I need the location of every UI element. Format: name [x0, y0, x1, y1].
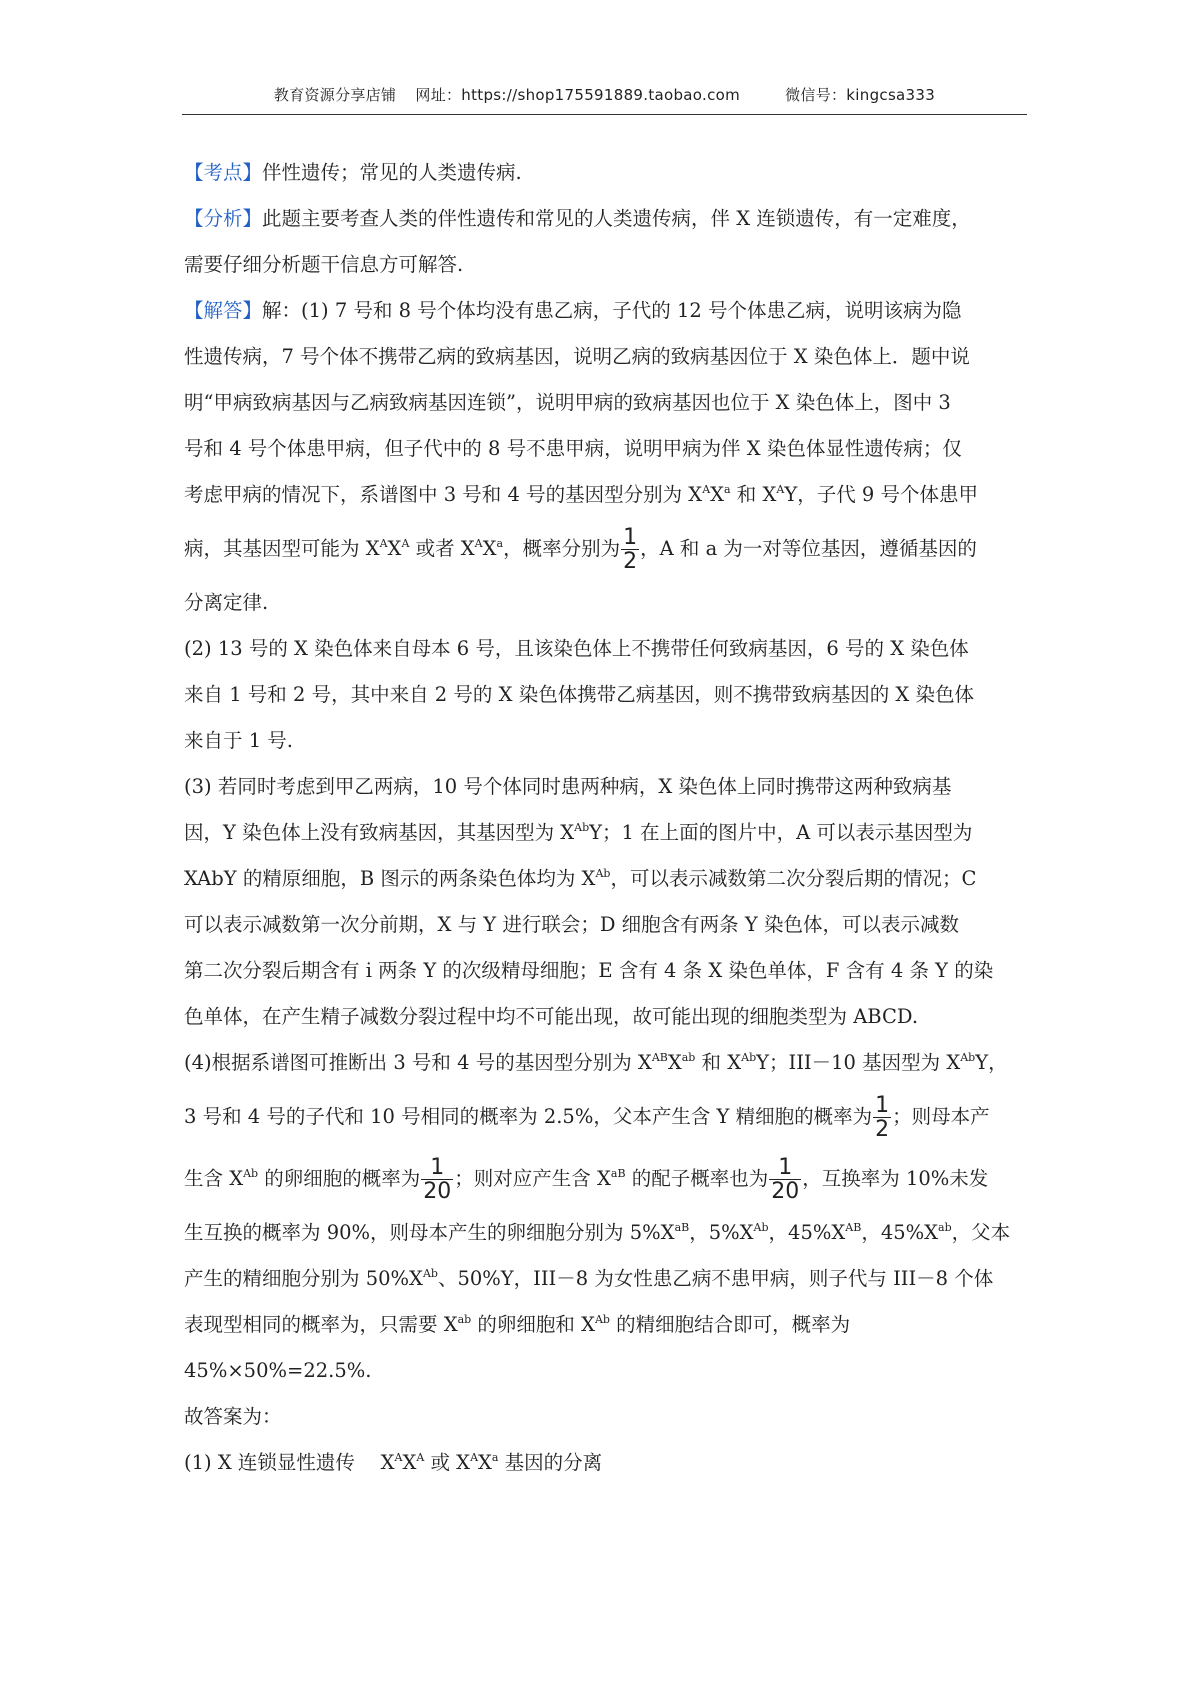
text-line: 色单体，在产生精子减数分裂过程中均不可能出现，故可能出现的细胞类型为 ABCD.	[184, 1005, 919, 1028]
text-line: 病，其基因型可能为 $X^AX^A$ 或者 $X^AX^a$，概率分别为 $\frac{1}{2}$ ，A 和 a 为一对等位基因，遵循基因的	[184, 524, 977, 574]
fenxi-tag: 【分析】	[184, 207, 263, 230]
fraction: $\frac{1}{2}$	[623, 524, 638, 574]
fraction: $\frac{1}{20}$	[423, 1154, 452, 1204]
text-line: 因，Y 染色体上没有致病基因，其基因型为 $X^{Ab}Y$；1 在上面的图片中，A 可以表示基因型为	[184, 821, 973, 844]
header-wechat: 微信号：kingcsa333	[785, 86, 936, 104]
answer-content	[184, 150, 1029, 1486]
answer-line-1: (1) X 连锁显性遗传 $X^AX^A$ 或 $X^AX^a$ 基因的分离	[184, 1451, 603, 1474]
text-line: 生含 $X^{Ab}$ 的卵细胞的概率为 $\frac{1}{20}$ ；则对应产生含 $X^{aB}$ 的配子概率也为 $\frac{1}{20}$ ，互换率为 10%未发	[184, 1154, 989, 1204]
text-line: 产生的精细胞分别为 $50\%X^{Ab}$、50%Y，III－8 为女性患乙病不患甲病，则子代与 III－8 个体	[184, 1267, 994, 1290]
text-line: 生互换的概率为 90%，则母本产生的卵细胞分别为 $5\%X^{aB}$，$5\%X^{Ab}$，$45\%X^{AB}$，$45\%X^{ab}$，父本	[184, 1221, 1011, 1244]
text-line: 来自于 1 号.	[184, 729, 294, 752]
text-line: 可以表示减数第一次分前期，X 与 Y 进行联会；D 细胞含有两条 Y 染色体，可以表示减数	[184, 913, 959, 936]
answer-intro: 故答案为：	[184, 1405, 282, 1428]
text-line: 表现型相同的概率为，只需要 $X^{ab}$ 的卵细胞和 $X^{Ab}$ 的精细胞结合即可，概率为	[184, 1313, 851, 1336]
fenxi-line: 【分析】此题主要考查人类的伴性遗传和常见的人类遗传病，伴 X 连锁遗传，有一定难度，	[184, 207, 971, 230]
text-line: 需要仔细分析题干信息方可解答.	[184, 253, 464, 276]
fraction: $\frac{1}{20}$	[771, 1154, 800, 1204]
jieda-tag: 【解答】	[184, 299, 263, 322]
text-line: XAbY 的精原细胞，B 图示的两条染色体均为 $X^{Ab}$，可以表示减数第二次分裂后期的情况；C	[184, 867, 977, 890]
header-url: 网址：https://shop175591889.taobao.com	[415, 86, 741, 104]
text-line: 来自 1 号和 2 号，其中来自 2 号的 X 染色体携带乙病基因，则不携带致病基因的 X 染色体	[184, 683, 974, 706]
text-line: 3 号和 4 号的子代和 10 号相同的概率为 2.5%，父本产生含 Y 精细胞的概率为 $\frac{1}{2}$ ；则母本产	[184, 1092, 990, 1142]
text-line: 明“甲病致病基因与乙病致病基因连锁”，说明甲病的致病基因也位于 X 染色体上，图中 3	[184, 391, 951, 414]
jieda-line: 【解答】解：(1) 7 号和 8 号个体均没有患乙病，子代的 12 号个体患乙病，说明该病为隐	[184, 299, 962, 322]
kaodian-line: 【考点】伴性遗传；常见的人类遗传病.	[184, 161, 522, 184]
text-line: 分离定律.	[184, 591, 269, 614]
text-line: (2) 13 号的 X 染色体来自母本 6 号，且该染色体上不携带任何致病基因，6 号的 X 染色体	[184, 637, 969, 660]
header-shop: 教育资源分享店铺	[273, 86, 397, 104]
fraction: $\frac{1}{2}$	[875, 1092, 890, 1142]
text-line: 45%×50%=22.5%.	[184, 1359, 372, 1382]
page-header	[182, 84, 1027, 115]
text-line: (3) 若同时考虑到甲乙两病，10 号个体同时患两种病，X 染色体上同时携带这两种致病基	[184, 775, 952, 798]
kaodian-tag: 【考点】	[184, 161, 263, 184]
text-line: 考虑甲病的情况下，系谱图中 3 号和 4 号的基因型分别为 $X^AX^a$ 和 $X^AY$，子代 9 号个体患甲	[184, 483, 979, 506]
text-line: 号和 4 号个体患甲病，但子代中的 8 号不患甲病，说明甲病为伴 X 染色体显性遗传病；仅	[184, 437, 962, 460]
text-line: 第二次分裂后期含有 i 两条 Y 的次级精母细胞；E 含有 4 条 X 染色单体，F 含有 4 条 Y 的染	[184, 959, 994, 982]
text-line: 性遗传病，7 号个体不携带乙病的致病基因，说明乙病的致病基因位于 X 染色体上．题中说	[184, 345, 970, 368]
text-line: (4)根据系谱图可推断出 3 号和 4 号的基因型分别为 $X^{AB}X^{ab}$ 和 $X^{Ab}Y$；III－10 基因型为 $X^{Ab}Y$，	[184, 1051, 1008, 1074]
